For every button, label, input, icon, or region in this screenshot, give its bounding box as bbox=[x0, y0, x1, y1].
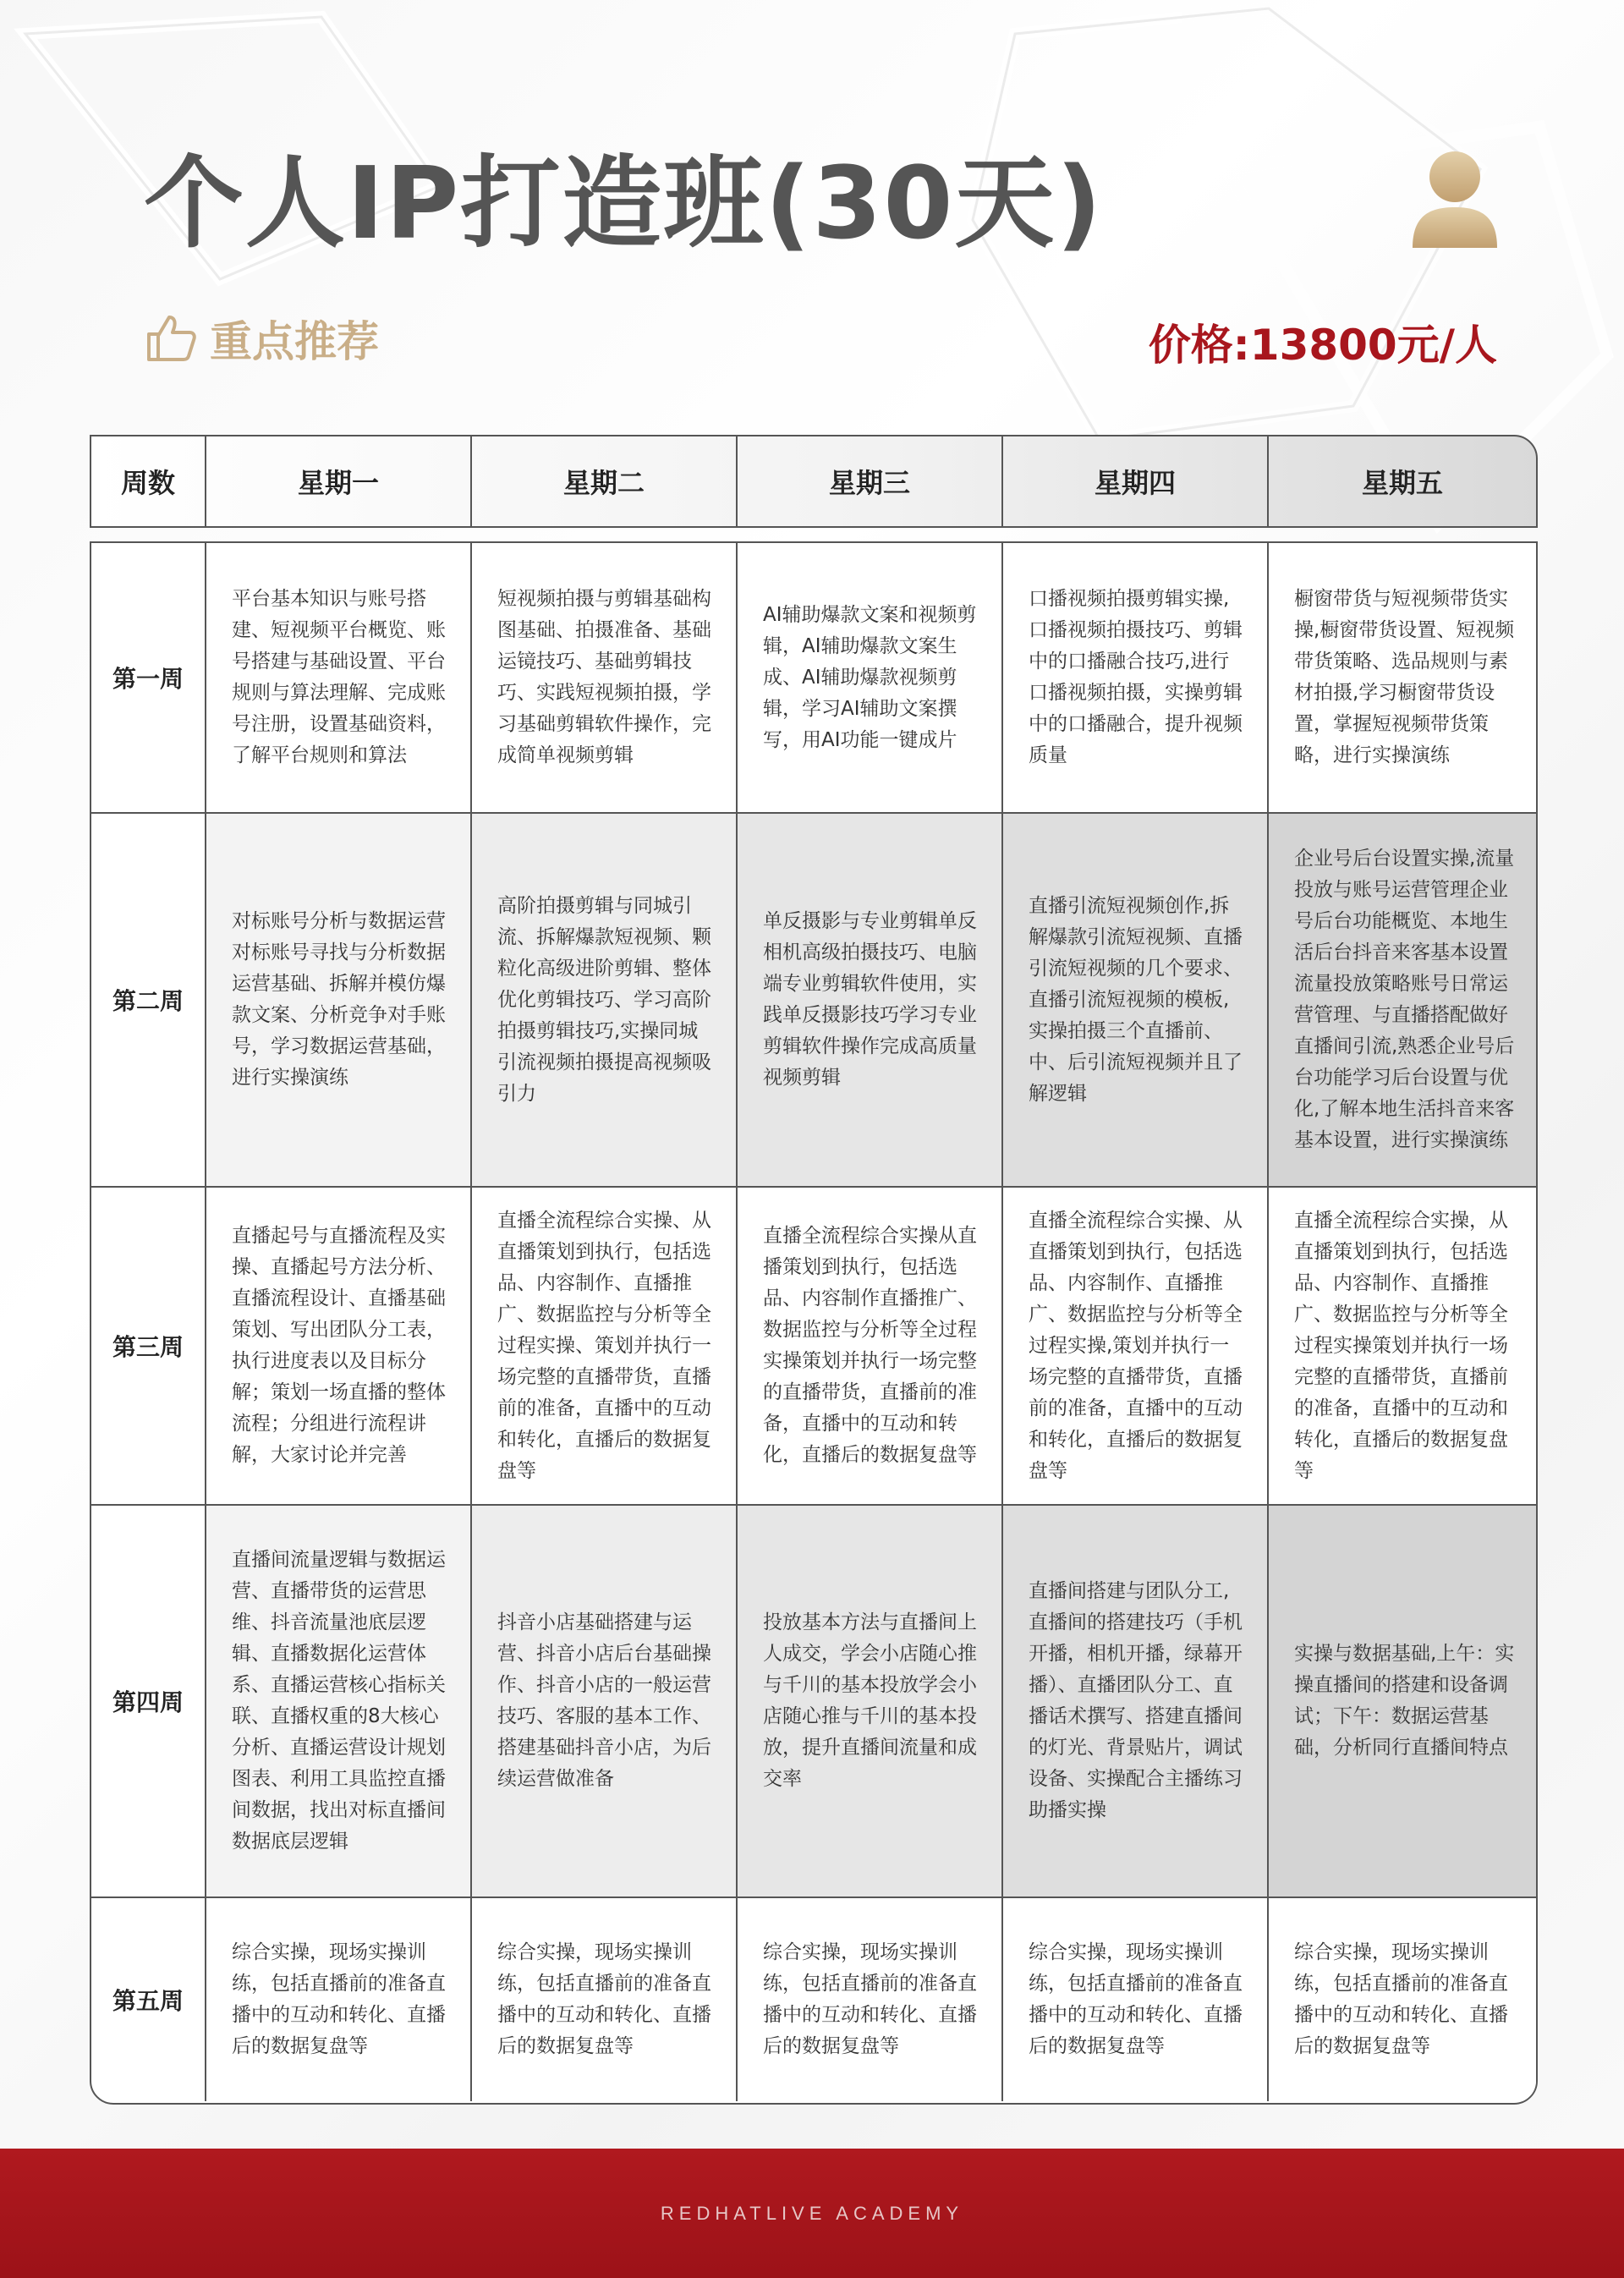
footer-bar bbox=[0, 2149, 1624, 2278]
price-label: 价格:13800元/人 bbox=[1148, 321, 1497, 370]
week-label: 第一周 bbox=[112, 665, 184, 693]
table-cell: 直播全流程综合实操从直播策划到执行，包括选品、内容制作直播推广、数据监控与分析等全过程实操策划并执行一场完整的直播带货，直播前的准备，直播中的互动和转化，直播后的数据复盘等 bbox=[736, 1188, 1001, 1504]
week-label: 第二周 bbox=[112, 987, 184, 1015]
week-label: 第四周 bbox=[112, 1688, 184, 1716]
table-row bbox=[91, 1186, 1536, 1504]
table-cell: 综合实操，现场实操训练，包括直播前的准备直播中的互动和转化、直播后的数据复盘等 bbox=[470, 1898, 736, 2101]
table-cell: 对标账号分析与数据运营对标账号寻找与分析数据运营基础、拆解并模仿爆款文案、分析竞争对手账号，学习数据运营基础，进行实操演练 bbox=[205, 814, 470, 1186]
header-cell-thu: 星期四 bbox=[1001, 436, 1267, 526]
week-label: 第三周 bbox=[112, 1333, 184, 1361]
table-row bbox=[91, 1504, 1536, 1897]
table-row bbox=[91, 543, 1536, 812]
recommend-tag bbox=[145, 309, 379, 368]
table-cell: 短视频拍摄与剪辑基础构图基础、拍摄准备、基础运镜技巧、基础剪辑技巧、实践短视频拍摄，学习基础剪辑软件操作，完成简单视频剪辑 bbox=[470, 543, 736, 812]
table-cell: 直播起号与直播流程及实操、直播起号方法分析、直播流程设计、直播基础策划、写出团队分工表，执行进度表以及目标分解；策划一场直播的整体流程；分组进行流程讲解，大家讨论并完善 bbox=[205, 1188, 470, 1504]
footer-brand: REDHATLIVE ACADEMY bbox=[660, 2202, 964, 2224]
table-cell: 企业号后台设置实操,流量投放与账号运营管理企业号后台功能概览、本地生活后台抖音来客基本设置流量投放策略账号日常运营管理、与直播搭配做好直播间引流,熟悉企业号后台功能学习后台设置与优化,了解本地生活抖音来客基本设置，进行实操演练 bbox=[1267, 814, 1536, 1186]
header-cell-tue: 星期二 bbox=[470, 436, 736, 526]
header-cell-mon: 星期一 bbox=[205, 436, 470, 526]
table-cell: 高阶拍摄剪辑与同城引流、拆解爆款短视频、颗粒化高级进阶剪辑、整体优化剪辑技巧、学习高阶拍摄剪辑技巧,实操同城引流视频拍摄提高视频吸引力 bbox=[470, 814, 736, 1186]
table-cell: 直播全流程综合实操，从直播策划到执行，包括选品、内容制作、直播推广、数据监控与分析等全过程实操策划并执行一场完整的直播带货，直播前的准备，直播中的互动和转化，直播后的数据复盘等 bbox=[1267, 1188, 1536, 1504]
table-cell: 直播间流量逻辑与数据运营、直播带货的运营思维、抖音流量池底层逻辑、直播数据化运营体系、直播运营核心指标关联、直播权重的8大核心分析、直播运营设计规划图表、利用工具监控直播间数据，找出对标直播间数据底层逻辑 bbox=[205, 1506, 470, 1897]
table-cell: AI辅助爆款文案和视频剪辑，AI辅助爆款文案生成、AI辅助爆款视频剪辑，学习AI辅助文案撰写，用AI功能一键成片 bbox=[736, 543, 1001, 812]
table-cell: 口播视频拍摄剪辑实操,口播视频拍摄技巧、剪辑中的口播融合技巧,进行口播视频拍摄，实操剪辑中的口播融合，提升视频质量 bbox=[1001, 543, 1267, 812]
header-cell-wed: 星期三 bbox=[736, 436, 1001, 526]
table-cell: 直播间搭建与团队分工,直播间的搭建技巧（手机开播，相机开播，绿幕开播）、直播团队分工、直播话术撰写、搭建直播间的灯光、背景贴片，调试设备、实操配合主播练习助播实操 bbox=[1001, 1506, 1267, 1897]
table-cell: 平台基本知识与账号搭建、短视频平台概览、账号搭建与基础设置、平台规则与算法理解、完成账号注册，设置基础资料，了解平台规则和算法 bbox=[205, 543, 470, 812]
table-cell: 直播全流程综合实操、从直播策划到执行，包括选品、内容制作、直播推广、数据监控与分析等全过程实操、策划并执行一场完整的直播带货，直播前的准备，直播中的互动和转化，直播后的数据复盘等 bbox=[470, 1188, 736, 1504]
table-cell: 综合实操，现场实操训练，包括直播前的准备直播中的互动和转化、直播后的数据复盘等 bbox=[1001, 1898, 1267, 2101]
person-icon bbox=[1408, 148, 1501, 250]
table-header bbox=[90, 435, 1538, 528]
table-cell: 实操与数据基础,上午：实操直播间的搭建和设备调试；下午：数据运营基础，分析同行直播间特点 bbox=[1267, 1506, 1536, 1897]
table-cell: 直播引流短视频创作,拆解爆款引流短视频、直播引流短视频的几个要求、直播引流短视频的模板,实操拍摄三个直播前、中、后引流短视频并且了解逻辑 bbox=[1001, 814, 1267, 1186]
table-row bbox=[91, 1897, 1536, 2101]
table-cell: 抖音小店基础搭建与运营、抖音小店后台基础操作、抖音小店的一般运营技巧、客服的基本工作、搭建基础抖音小店，为后续运营做准备 bbox=[470, 1506, 736, 1897]
table-row bbox=[91, 812, 1536, 1186]
header-cell-fri: 星期五 bbox=[1267, 436, 1536, 526]
table-cell: 综合实操，现场实操训练，包括直播前的准备直播中的互动和转化、直播后的数据复盘等 bbox=[736, 1898, 1001, 2101]
page-title: 个人IP打造班(30天) bbox=[144, 145, 1104, 261]
table-cell: 直播全流程综合实操、从直播策划到执行，包括选品、内容制作、直播推广、数据监控与分析等全过程实操,策划并执行一场完整的直播带货，直播前的准备，直播中的互动和转化，直播后的数据复盘等 bbox=[1001, 1188, 1267, 1504]
table-cell: 综合实操，现场实操训练，包括直播前的准备直播中的互动和转化、直播后的数据复盘等 bbox=[1267, 1898, 1536, 2101]
table-cell: 投放基本方法与直播间上人成交，学会小店随心推与千川的基本投放学会小店随心推与千川的基本投放，提升直播间流量和成交率 bbox=[736, 1506, 1001, 1897]
table-cell: 橱窗带货与短视频带货实操,橱窗带货设置、短视频带货策略、选品规则与素材拍摄,学习橱窗带货设置，掌握短视频带货策略，进行实操演练 bbox=[1267, 543, 1536, 812]
week-label: 第五周 bbox=[112, 1987, 184, 2015]
table-cell: 综合实操，现场实操训练，包括直播前的准备直播中的互动和转化、直播后的数据复盘等 bbox=[205, 1898, 470, 2101]
recommend-label: 重点推荐 bbox=[210, 317, 379, 366]
thumbs-up-icon bbox=[145, 312, 198, 365]
header-cell-week: 周数 bbox=[120, 467, 175, 499]
schedule-table bbox=[90, 541, 1538, 2105]
table-cell: 单反摄影与专业剪辑单反相机高级拍摄技巧、电脑端专业剪辑软件使用，实践单反摄影技巧学习专业剪辑软件操作完成高质量视频剪辑 bbox=[736, 814, 1001, 1186]
